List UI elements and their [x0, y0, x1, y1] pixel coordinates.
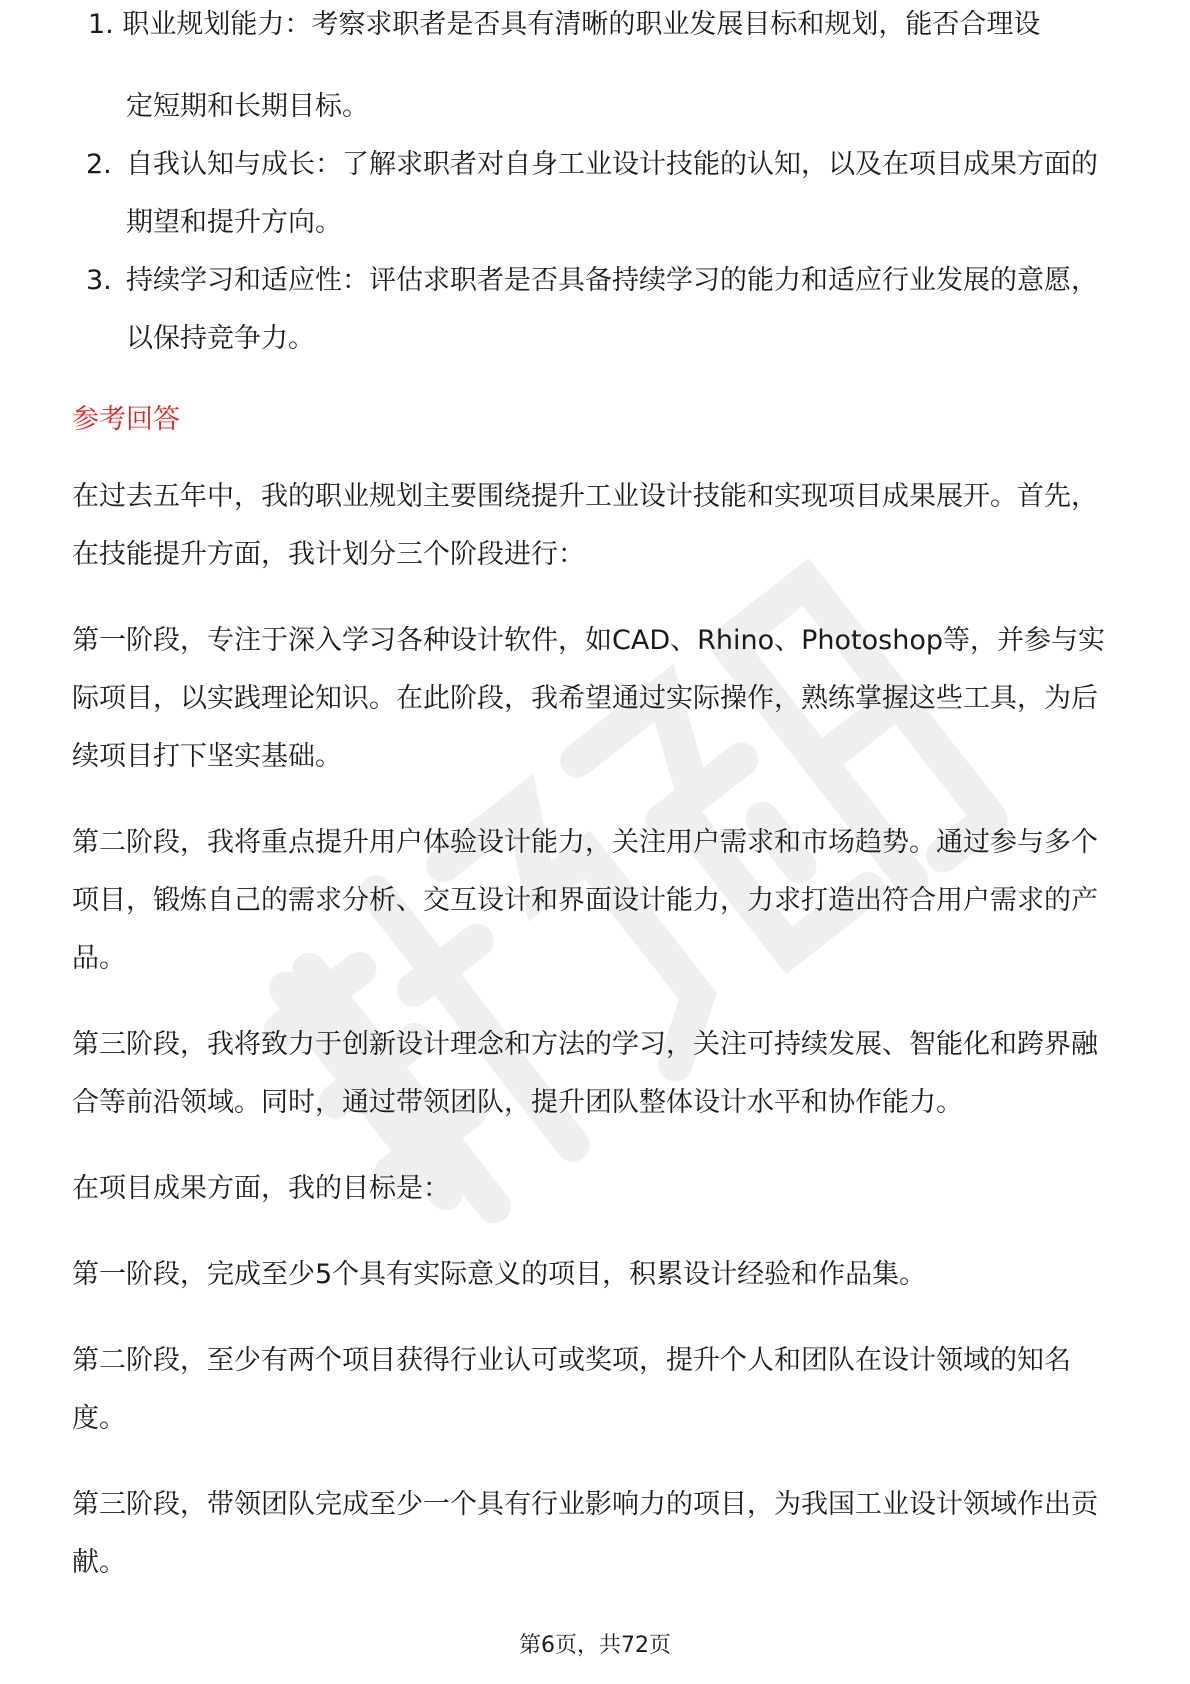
list-item-number: 2.: [86, 149, 112, 180]
paragraph: 在项目成果方面，我的目标是：: [72, 1173, 450, 1204]
list-item-text: 定短期和长期目标。: [126, 91, 369, 122]
list-item-text: 自我认知与成长：了解求职者对自身工业设计技能的认知，以及在项目成果方面的期望和提升方向。: [126, 149, 1098, 238]
page-number: 第6页，共72页: [519, 1633, 671, 1658]
paragraph: 第三阶段，带领团队完成至少一个具有行业影响力的项目，为我国工业设计领域作出贡献。: [72, 1489, 1098, 1578]
paragraph: 第二阶段，至少有两个项目获得行业认可或奖项，提升个人和团队在设计领域的知名度。: [72, 1345, 1071, 1434]
list-item: [72, 78, 1112, 136]
paragraph: 第一阶段，专注于深入学习各种设计软件，如CAD、Rhino、Photoshop等，并参与实际项目，以实践理论知识。在此阶段，我希望通过实际操作，熟练掌握这些工具，为后续项目打下坚实基础。: [72, 625, 1105, 772]
paragraph: 第一阶段，完成至少5个具有实际意义的项目，积累设计经验和作品集。: [72, 1259, 927, 1290]
list-item: [72, 136, 1112, 252]
section-title: 参考回答: [72, 404, 180, 435]
list-item-number: 3.: [86, 265, 112, 296]
list-item: [72, 252, 1112, 368]
cut-off-line: [88, 9, 1108, 68]
paragraph: 第三阶段，我将致力于创新设计理念和方法的学习，关注可持续发展、智能化和跨界融合等前沿领域。同时，通过带领团队，提升团队整体设计水平和协作能力。: [72, 1029, 1098, 1118]
list-item-text: 持续学习和适应性：评估求职者是否具备持续学习的能力和适应行业发展的意愿，以保持竞争力。: [126, 265, 1098, 354]
paragraph: 第二阶段，我将重点提升用户体验设计能力，关注用户需求和市场趋势。通过参与多个项目，锻炼自己的需求分析、交互设计和界面设计能力，力求打造出符合用户需求的产品。: [72, 827, 1098, 974]
cut-off-line-text: 1. 职业规划能力：考察求职者是否具有清晰的职业发展目标和规划，能否合理设: [88, 9, 1041, 40]
criteria-list: [72, 78, 1112, 368]
paragraph: 在过去五年中，我的职业规划主要围绕提升工业设计技能和实现项目成果展开。首先，在技能提升方面，我计划分三个阶段进行：: [72, 481, 1098, 570]
